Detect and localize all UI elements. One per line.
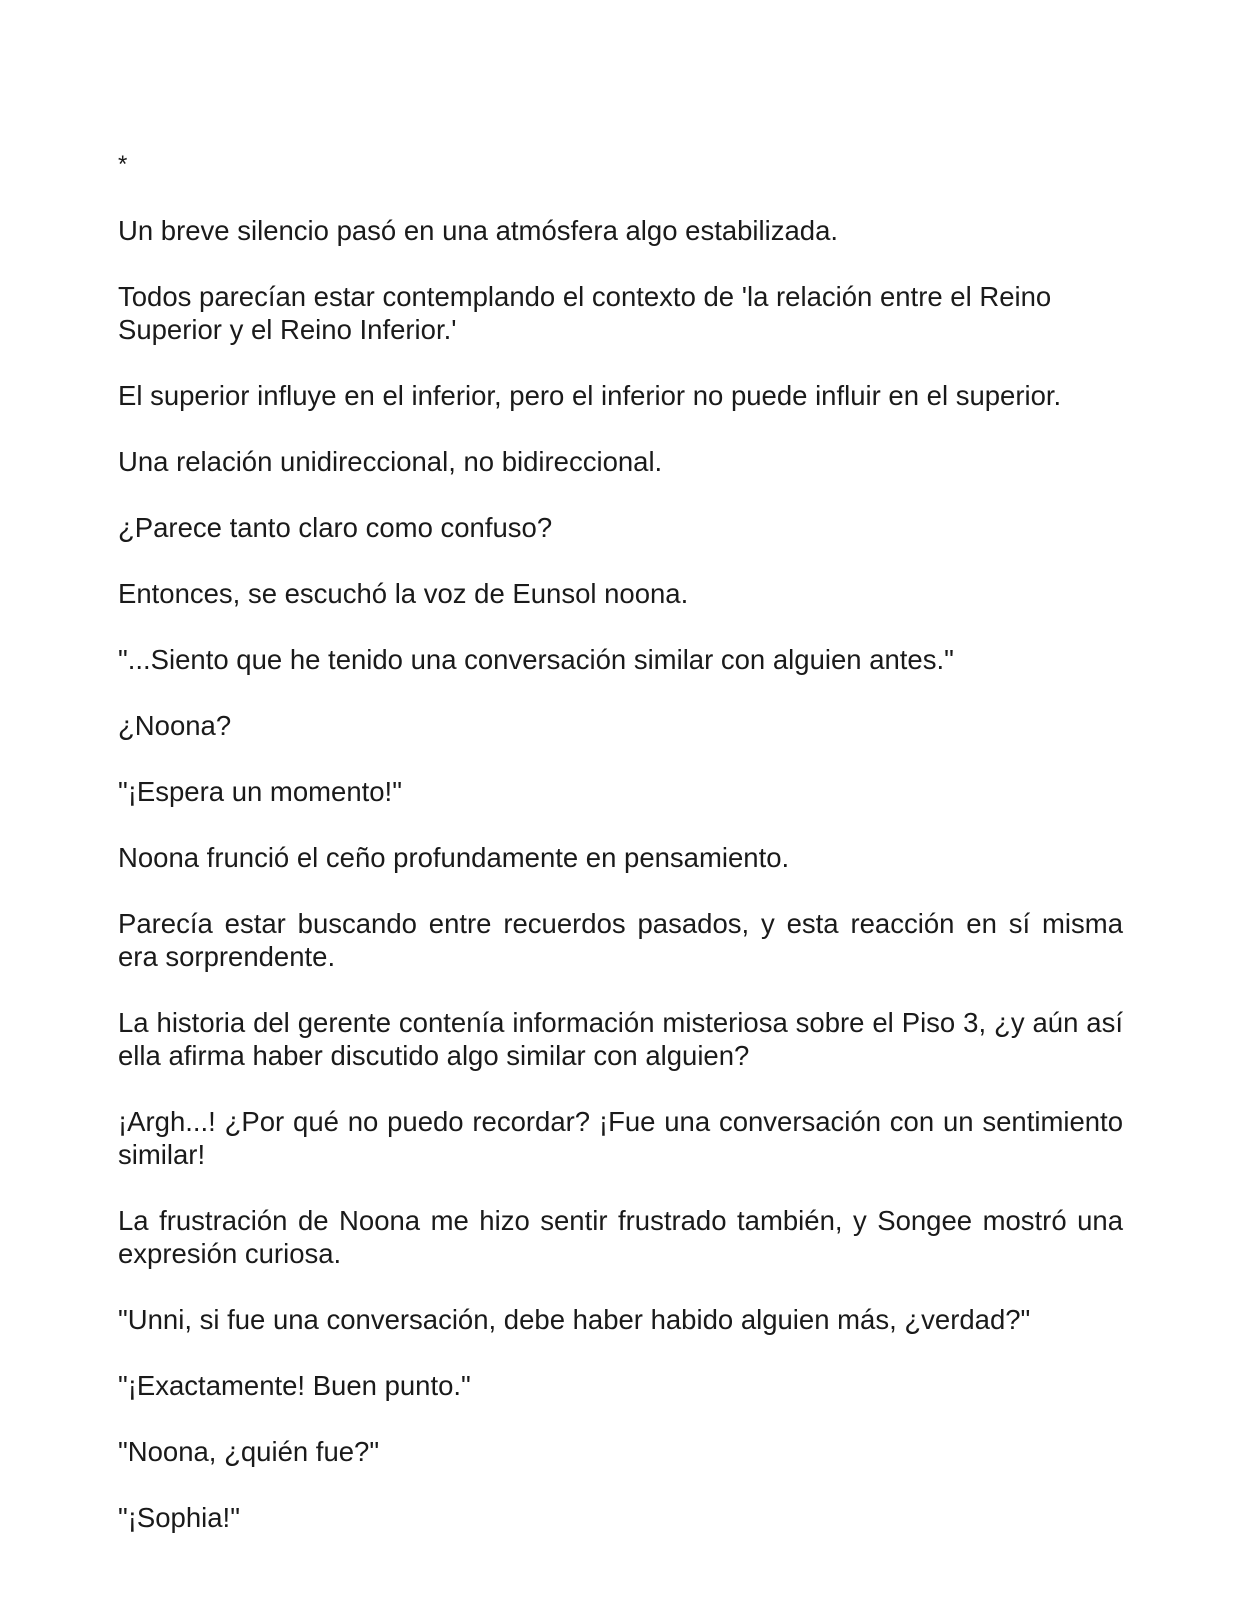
paragraph: Todos parecían estar contemplando el contexto de 'la relación entre el Reino Superior y el Reino Inferior.': [118, 281, 1052, 345]
paragraph: La frustración de Noona me hizo sentir frustrado también, y Songee mostró una expresión curiosa.: [118, 1205, 1123, 1269]
paragraph: "...Siento que he tenido una conversación similar con alguien antes.": [118, 644, 954, 675]
paragraph: El superior influye en el inferior, pero el inferior no puede influir en el superior.: [118, 380, 1062, 411]
paragraph: ¿Noona?: [118, 710, 232, 741]
document-body: [118, 148, 1123, 1567]
paragraph: Un breve silencio pasó en una atmósfera algo estabilizada.: [118, 215, 839, 246]
paragraph: "Noona, ¿quién fue?": [118, 1436, 380, 1467]
paragraph: La historia del gerente contenía información misteriosa sobre el Piso 3, ¿y aún así ella afirma haber discutido algo similar con alguien?: [118, 1007, 1123, 1071]
paragraph: ¿Parece tanto claro como confuso?: [118, 512, 553, 543]
paragraph: "Unni, si fue una conversación, debe haber habido alguien más, ¿verdad?": [118, 1304, 1031, 1335]
paragraph: "¡Espera un momento!": [118, 776, 402, 807]
paragraph: Una relación unidireccional, no bidireccional.: [118, 446, 663, 477]
scene-separator: *: [118, 151, 128, 178]
paragraph: Parecía estar buscando entre recuerdos pasados, y esta reacción en sí misma era sorprendente.: [118, 908, 1123, 972]
paragraph: ¡Argh...! ¿Por qué no puedo recordar? ¡Fue una conversación con un sentimiento similar!: [118, 1106, 1123, 1170]
paragraph: Entonces, se escuchó la voz de Eunsol noona.: [118, 578, 689, 609]
paragraph: "¡Sophia!": [118, 1502, 240, 1533]
paragraph: Noona frunció el ceño profundamente en pensamiento.: [118, 842, 790, 873]
paragraph: "¡Exactamente! Buen punto.": [118, 1370, 471, 1401]
